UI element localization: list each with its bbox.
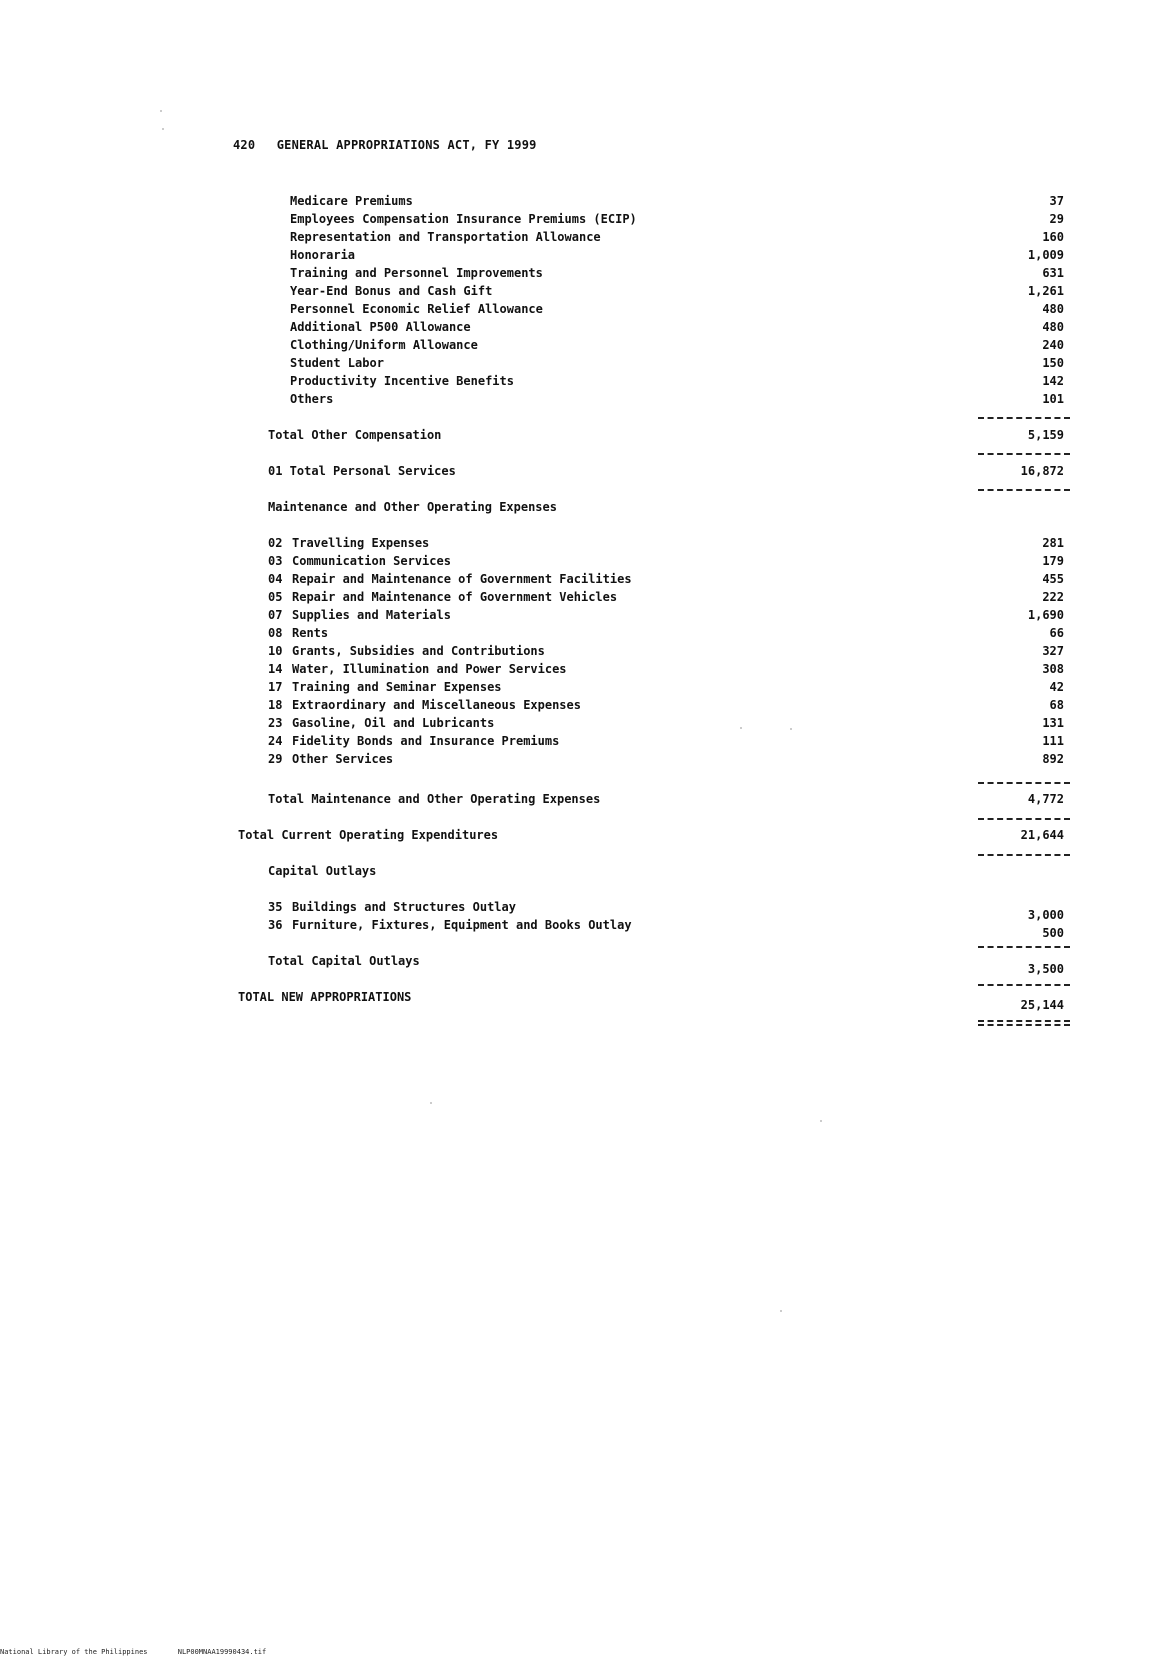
- subtotal-rule: [978, 946, 1070, 948]
- item-label: Honoraria: [290, 248, 356, 262]
- table-row: [268, 916, 1064, 940]
- item-amount: 281: [1042, 536, 1064, 550]
- item-amount: 308: [1042, 662, 1064, 676]
- table-row: [290, 264, 1064, 282]
- item-code: 23: [268, 716, 283, 730]
- item-amount: 3,000: [1027, 908, 1064, 922]
- item-label: Others: [290, 392, 334, 406]
- item-amount: 101: [1042, 392, 1064, 406]
- item-label: Training and Seminar Expenses: [292, 680, 502, 694]
- item-code: 05: [268, 590, 283, 604]
- item-label: Gasoline, Oil and Lubricants: [292, 716, 495, 730]
- scan-speck: [430, 1102, 432, 1104]
- table-row: [290, 318, 1064, 336]
- item-amount: 892: [1042, 752, 1064, 766]
- subtotal-rule: [978, 489, 1070, 491]
- scan-speck: [162, 128, 164, 130]
- item-label: Clothing/Uniform Allowance: [290, 338, 478, 352]
- item-label: Representation and Transportation Allowance: [290, 230, 601, 244]
- item-amount: 222: [1042, 590, 1064, 604]
- item-amount: 500: [1042, 926, 1064, 940]
- subtotal-rule: [978, 818, 1070, 820]
- item-label: Supplies and Materials: [292, 608, 451, 622]
- capital-heading: Capital Outlays: [268, 864, 377, 878]
- item-amount: 455: [1042, 572, 1064, 586]
- subtotal-rule: [978, 417, 1070, 419]
- item-amount: 631: [1042, 266, 1064, 280]
- item-amount: 160: [1042, 230, 1064, 244]
- subtotal-rule: [978, 453, 1070, 455]
- item-amount: 66: [1049, 626, 1064, 640]
- item-amount: 37: [1049, 194, 1064, 208]
- item-amount: 327: [1042, 644, 1064, 658]
- table-row: [268, 678, 1064, 696]
- item-amount: 68: [1049, 698, 1064, 712]
- table-row: [268, 570, 1064, 588]
- table-row: [268, 588, 1064, 606]
- item-code: 17: [268, 680, 283, 694]
- item-amount: 142: [1042, 374, 1064, 388]
- item-label: Productivity Incentive Benefits: [290, 374, 514, 388]
- item-amount: 131: [1042, 716, 1064, 730]
- item-label: Fidelity Bonds and Insurance Premiums: [292, 734, 560, 748]
- subtotal-amount: 5,159: [1027, 428, 1064, 442]
- grand-total-rule: [978, 1020, 1070, 1026]
- item-amount: 42: [1049, 680, 1064, 694]
- item-amount: 480: [1042, 302, 1064, 316]
- subtotal-row: [268, 426, 1064, 444]
- subtotal-amount: 4,772: [1027, 792, 1064, 806]
- item-label: Extraordinary and Miscellaneous Expenses: [292, 698, 581, 712]
- item-amount: 240: [1042, 338, 1064, 352]
- item-amount: 150: [1042, 356, 1064, 370]
- subtotal-label: Total Maintenance and Other Operating Expenses: [268, 792, 601, 806]
- mooe-heading: Maintenance and Other Operating Expenses: [268, 500, 557, 514]
- table-row: [290, 228, 1064, 246]
- scan-speck: [160, 110, 162, 112]
- page-header: [233, 138, 537, 152]
- item-code: 02: [268, 536, 283, 550]
- library-name: National Library of the Philippines: [0, 1648, 148, 1656]
- table-row: [268, 732, 1064, 750]
- item-code: 35: [268, 900, 283, 914]
- table-row: [290, 300, 1064, 318]
- table-row: [268, 552, 1064, 570]
- item-label: Additional P500 Allowance: [290, 320, 471, 334]
- subtotal-rule: [978, 984, 1070, 986]
- item-amount: 1,009: [1027, 248, 1064, 262]
- table-row: [290, 192, 1064, 210]
- item-code: 07: [268, 608, 283, 622]
- table-row: [268, 898, 1064, 922]
- item-label: Grants, Subsidies and Contributions: [292, 644, 545, 658]
- item-label: Student Labor: [290, 356, 384, 370]
- table-row: [268, 696, 1064, 714]
- item-label: Travelling Expenses: [292, 536, 430, 550]
- subtotal-row: [268, 790, 1064, 808]
- item-code: 04: [268, 572, 283, 586]
- table-row: [268, 642, 1064, 660]
- subtotal-row: [268, 952, 1064, 976]
- scan-footer: [0, 1648, 292, 1656]
- table-row: [290, 390, 1064, 408]
- table-row: [268, 660, 1064, 678]
- item-code: 36: [268, 918, 283, 932]
- total-row: [268, 462, 1064, 480]
- total-amount: 21,644: [1020, 828, 1064, 842]
- item-label: Medicare Premiums: [290, 194, 413, 208]
- scan-speck: [820, 1120, 822, 1122]
- item-code: 10: [268, 644, 283, 658]
- item-amount: 480: [1042, 320, 1064, 334]
- item-code: 24: [268, 734, 283, 748]
- table-row: [268, 624, 1064, 642]
- document-title: GENERAL APPROPRIATIONS ACT, FY 1999: [276, 138, 537, 152]
- subtotal-label: Total Capital Outlays: [268, 954, 420, 968]
- item-label: Repair and Maintenance of Government Facilities: [292, 572, 632, 586]
- total-row: [238, 826, 1064, 844]
- item-code: 08: [268, 626, 283, 640]
- item-code: 03: [268, 554, 283, 568]
- total-label: Total Current Operating Expenditures: [238, 828, 499, 842]
- item-amount: 179: [1042, 554, 1064, 568]
- page-number: 420: [233, 138, 256, 152]
- item-label: Training and Personnel Improvements: [290, 266, 543, 280]
- subtotal-rule: [978, 782, 1070, 784]
- item-label: Employees Compensation Insurance Premiums (ECIP): [290, 212, 637, 226]
- item-label: Furniture, Fixtures, Equipment and Books Outlay: [292, 918, 632, 932]
- table-row: [268, 714, 1064, 732]
- scan-speck: [740, 727, 742, 729]
- table-row: [290, 246, 1064, 264]
- item-label: Water, Illumination and Power Services: [292, 662, 567, 676]
- item-code: 18: [268, 698, 283, 712]
- item-label: Rents: [292, 626, 329, 640]
- table-row: [268, 750, 1064, 768]
- subtotal-rule: [978, 854, 1070, 856]
- item-label: Repair and Maintenance of Government Vehicles: [292, 590, 618, 604]
- subtotal-amount: 3,500: [1027, 962, 1064, 976]
- total-amount: 16,872: [1020, 464, 1064, 478]
- table-row: [290, 282, 1064, 300]
- subtotal-label: Total Other Compensation: [268, 428, 442, 442]
- item-code: 29: [268, 752, 283, 766]
- item-label: Personnel Economic Relief Allowance: [290, 302, 543, 316]
- scan-speck: [780, 1310, 782, 1312]
- item-amount: 29: [1049, 212, 1064, 226]
- item-label: Buildings and Structures Outlay: [292, 900, 516, 914]
- grand-total-amount: 25,144: [1020, 998, 1064, 1012]
- grand-total-label: TOTAL NEW APPROPRIATIONS: [238, 990, 412, 1004]
- table-row: [290, 336, 1064, 354]
- item-label: Year-End Bonus and Cash Gift: [290, 284, 493, 298]
- grand-total-row: [238, 988, 1064, 1012]
- table-row: [290, 210, 1064, 228]
- file-name: NLP00MNAA19990434.tif: [177, 1648, 267, 1656]
- item-amount: 111: [1042, 734, 1064, 748]
- table-row: [268, 534, 1064, 552]
- total-label: 01 Total Personal Services: [268, 464, 456, 478]
- item-label: Other Services: [292, 752, 394, 766]
- item-amount: 1,261: [1027, 284, 1064, 298]
- table-row: [268, 606, 1064, 624]
- item-label: Communication Services: [292, 554, 451, 568]
- item-amount: 1,690: [1027, 608, 1064, 622]
- scan-speck: [790, 728, 792, 730]
- table-row: [290, 372, 1064, 390]
- table-row: [290, 354, 1064, 372]
- item-code: 14: [268, 662, 283, 676]
